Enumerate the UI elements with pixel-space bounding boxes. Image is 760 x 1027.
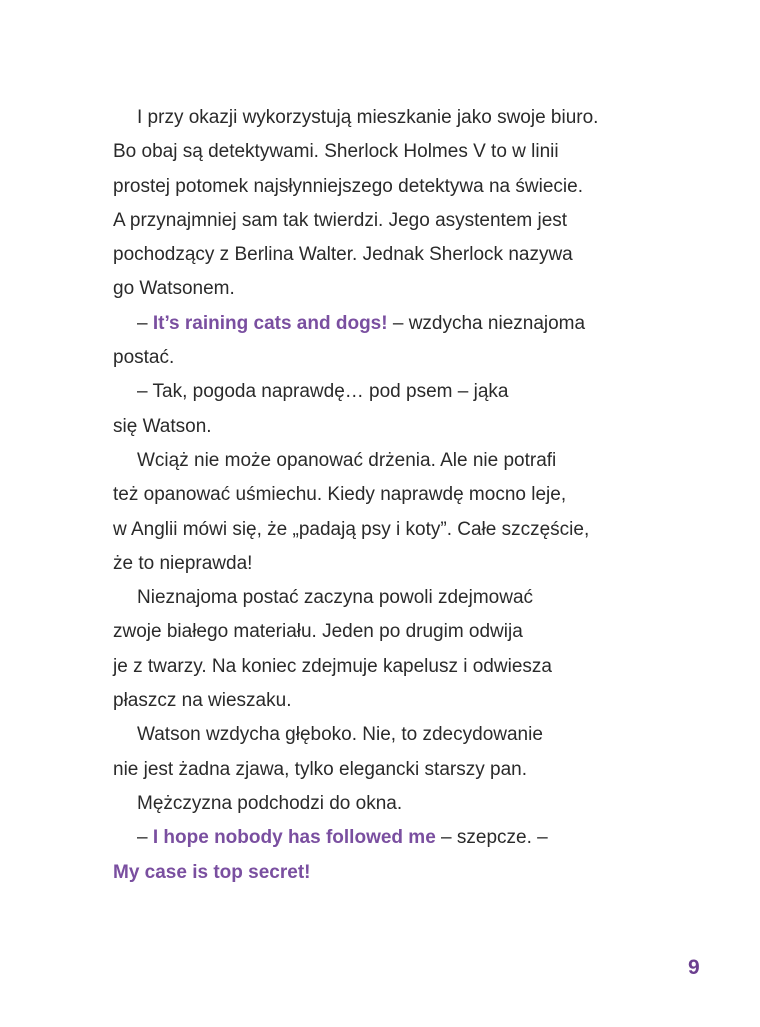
text-line: postać. <box>113 347 175 369</box>
text-line: w Anglii mówi się, że „padają psy i koty”. Całe szczęście, <box>113 518 590 540</box>
text-line: A przynajmniej sam tak twierdzi. Jego asystentem jest <box>113 209 568 231</box>
text-line: I przy okazji wykorzystują mieszkanie jako swoje biuro. <box>137 107 599 128</box>
english-phrase: It’s raining cats and dogs! <box>152 312 388 334</box>
dialogue-line <box>113 307 673 341</box>
text-line: nie jest żadna zjawa, tylko elegancki starszy pan. <box>113 758 527 780</box>
english-phrase: My case is top secret! <box>113 861 311 883</box>
text-line: zwoje białego materiału. Jeden po drugim odwija <box>113 621 523 643</box>
text-line: – Tak, pogoda naprawdę… pod psem – jąka <box>137 381 509 403</box>
text-line: płaszcz na wieszaku. <box>113 690 292 712</box>
text-line: też opanować uśmiechu. Kiedy naprawdę mocno leje, <box>113 484 567 506</box>
text-line: prostej potomek najsłynniejszego detektywa na świecie. <box>113 175 583 197</box>
text-line: pochodzący z Berlina Walter. Jednak Sherlock nazywa <box>113 244 573 266</box>
english-phrase: I hope nobody has followed me <box>152 827 436 849</box>
text-line: się Watson. <box>113 415 212 437</box>
text-line: Watson wzdycha głęboko. Nie, to zdecydowanie <box>137 724 543 746</box>
page-number: 9 <box>688 956 700 979</box>
text-line: Wciąż nie może opanować drżenia. Ale nie potrafi <box>137 449 557 471</box>
page-text <box>113 101 673 890</box>
text-line: Nieznajoma postać zaczyna powoli zdejmować <box>137 587 534 609</box>
text-line: że to nieprawda! <box>113 552 253 574</box>
dialogue-line <box>113 821 673 855</box>
text-line: je z twarzy. Na koniec zdejmuje kapelusz i odwiesza <box>113 655 552 677</box>
text-line: Mężczyzna podchodzi do okna. <box>137 792 403 814</box>
dialogue-line <box>113 856 673 890</box>
dash: – <box>137 312 153 334</box>
text-line: Bo obaj są detektywami. Sherlock Holmes V to w linii <box>113 141 559 163</box>
narration: – wzdycha nieznajoma <box>387 312 586 334</box>
text-line: go Watsonem. <box>113 278 235 300</box>
dash: – <box>137 827 153 849</box>
narration: – szepcze. – <box>435 827 548 849</box>
